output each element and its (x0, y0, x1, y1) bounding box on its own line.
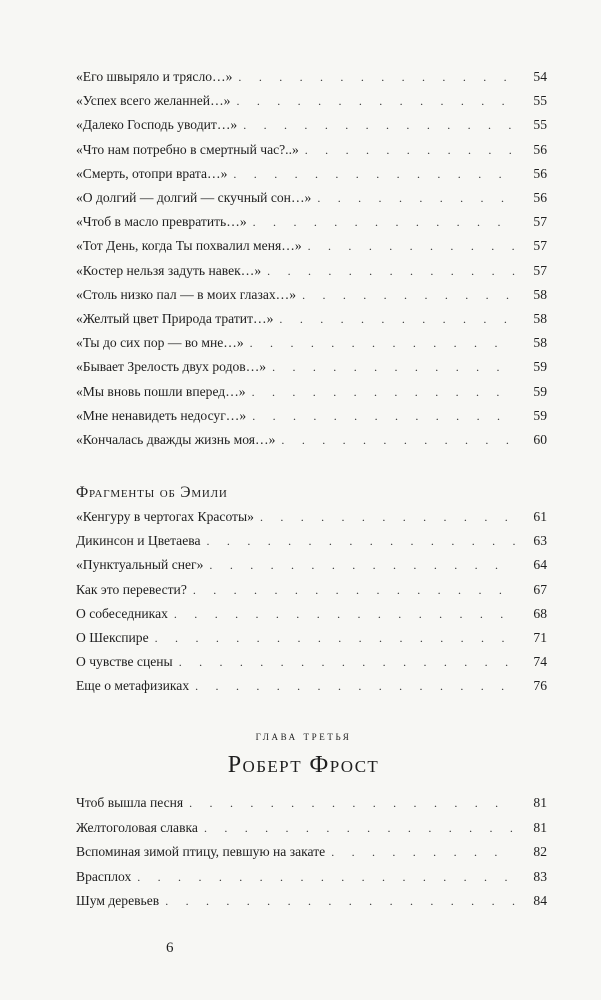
toc-entry (76, 187, 547, 209)
toc-entry-page: 76 (533, 678, 547, 694)
dot-leader (250, 332, 515, 354)
dot-leader (252, 405, 515, 427)
toc-entry-page: 81 (533, 795, 547, 810)
toc-entry-title: «Что нам потребно в смертный час?..» (76, 141, 299, 157)
toc-entry-page: 60 (533, 432, 547, 447)
dot-leader (233, 163, 515, 185)
section-title: Фрагменты об Эмили (76, 484, 228, 501)
toc-entry-title: «Пунктуальный снег» (76, 557, 204, 573)
toc-entry (76, 627, 547, 649)
dot-leader (207, 530, 515, 552)
toc-entry (76, 866, 547, 888)
toc-entry (76, 890, 547, 912)
dot-leader (137, 866, 515, 888)
toc-entry-page: 61 (533, 509, 547, 524)
toc-entry-title: Еще о метафизиках (76, 678, 190, 694)
dot-leader (243, 114, 515, 136)
dot-leader (331, 841, 515, 863)
toc-entry-title: «Костер нельзя задуть навек…» (76, 262, 262, 278)
toc-entry (76, 841, 547, 863)
toc-entry-page: 56 (533, 141, 547, 157)
toc-entry (76, 603, 547, 625)
toc-entry-title: «Мне ненавидеть недосуг…» (76, 407, 247, 423)
toc-entry-page: 84 (533, 893, 547, 908)
toc-entry-title: «Успех всего желанней…» (76, 93, 231, 109)
dot-leader (317, 187, 515, 209)
toc-entry-page: 59 (533, 383, 547, 399)
dot-leader (165, 890, 515, 912)
toc-entry-title: «Столь низко пал — в моих глазах…» (76, 286, 297, 302)
toc-entry (76, 429, 547, 451)
toc-entry-page: 55 (533, 93, 547, 109)
toc-entry (76, 308, 547, 330)
toc-entry (76, 506, 547, 528)
toc-entry-title: Вспоминая зимой птицу, певшую на закате (76, 844, 326, 859)
toc-entry-title: «Его швыряло и трясло…» (76, 69, 233, 84)
toc-entry (76, 356, 547, 378)
toc-entry-page: 58 (533, 335, 547, 351)
toc-entry (76, 405, 547, 427)
toc-entry-title: «Чтоб в масло превратить…» (76, 214, 247, 230)
toc-entry (76, 163, 547, 185)
toc-entry (76, 66, 547, 88)
dot-leader (236, 90, 515, 112)
dot-leader (279, 308, 515, 330)
toc-entry-title: «Далеко Господь уводит…» (76, 117, 238, 133)
toc-entry (76, 554, 547, 576)
dot-leader (174, 603, 515, 625)
toc-entry-title: «Тот День, когда Ты похвалил меня…» (76, 238, 302, 254)
dot-leader (267, 260, 515, 282)
dot-leader (193, 579, 515, 601)
toc-entry-title: О Шекспире (76, 630, 149, 645)
toc-entry-page: 67 (533, 581, 547, 597)
toc-entry-title: О собеседниках (76, 605, 168, 621)
toc-entry-title: «Кончалась дважды жизнь моя…» (76, 432, 276, 447)
toc-entry-title: «Желтый цвет Природа тратит…» (76, 311, 274, 326)
toc-entry-page: 59 (533, 359, 547, 375)
toc-entry (76, 139, 547, 161)
toc-entry-page: 55 (533, 117, 547, 133)
toc-entry-page: 82 (533, 844, 547, 859)
dot-leader (155, 627, 515, 649)
page-number: 6 (166, 940, 174, 956)
toc-entry-title: «Ты до сих пор — во мне…» (76, 335, 244, 351)
dot-leader (260, 506, 515, 528)
toc-entry (76, 90, 547, 112)
toc-entry (76, 381, 547, 403)
toc-entry-page: 74 (533, 654, 547, 670)
dot-leader (305, 139, 515, 161)
toc-entry (76, 579, 547, 601)
toc-entry-page: 58 (533, 311, 547, 326)
toc-entry-page: 64 (533, 557, 547, 573)
toc-entry-page: 56 (533, 165, 547, 181)
chapter-label: глава третья (255, 728, 352, 743)
toc-entry-title: «О долгий — долгий — скучный сон…» (76, 190, 312, 205)
toc-entry-page: 81 (533, 819, 547, 835)
dot-leader (253, 211, 515, 233)
toc-entry-page: 63 (533, 533, 547, 549)
toc-entry (76, 792, 547, 814)
dot-leader (179, 651, 515, 673)
toc-entry-title: «Смерть, отопри врата…» (76, 165, 228, 181)
toc-entry (76, 530, 547, 552)
toc-entry-page: 54 (533, 69, 547, 84)
toc-entry (76, 114, 547, 136)
dot-leader (238, 66, 515, 88)
toc-entry-page: 68 (533, 605, 547, 621)
toc-entry (76, 284, 547, 306)
toc-entry-title: Чтоб вышла песня (76, 795, 184, 810)
toc-entry-title: Шум деревьев (76, 893, 160, 908)
toc-entry (76, 817, 547, 839)
toc-entry-page: 83 (533, 868, 547, 884)
dot-leader (252, 381, 515, 403)
dot-leader (204, 817, 515, 839)
toc-entry-title: «Кенгуру в чертогах Красоты» (76, 509, 254, 524)
toc-entry-page: 57 (533, 214, 547, 230)
toc-entry-page: 57 (533, 262, 547, 278)
toc-entry-title: «Бывает Зрелость двух родов…» (76, 359, 267, 375)
toc-entry (76, 260, 547, 282)
toc-entry-page: 58 (533, 286, 547, 302)
dot-leader (189, 792, 515, 814)
toc-entry-title: Как это перевести? (76, 581, 187, 597)
toc-entry-title: Желтоголовая славка (76, 819, 198, 835)
toc-entry (76, 675, 547, 697)
dot-leader (209, 554, 515, 576)
toc-entry (76, 235, 547, 257)
toc-entry-page: 57 (533, 238, 547, 254)
dot-leader (195, 675, 515, 697)
toc-entry (76, 332, 547, 354)
chapter-title: Роберт Фрост (227, 752, 380, 778)
toc-entry (76, 651, 547, 673)
toc-entry-page: 56 (533, 190, 547, 205)
toc-entry-title: О чувстве сцены (76, 654, 173, 670)
dot-leader (302, 284, 515, 306)
toc-entry-page: 71 (533, 630, 547, 645)
dot-leader (272, 356, 515, 378)
dot-leader (281, 429, 515, 451)
toc-entry-title: Дикинсон и Цветаева (76, 533, 201, 549)
toc-entry-title: Врасплох (76, 868, 132, 884)
toc-entry-page: 59 (533, 407, 547, 423)
toc-entry (76, 211, 547, 233)
toc-entry-title: «Мы вновь пошли вперед…» (76, 383, 246, 399)
dot-leader (308, 235, 515, 257)
